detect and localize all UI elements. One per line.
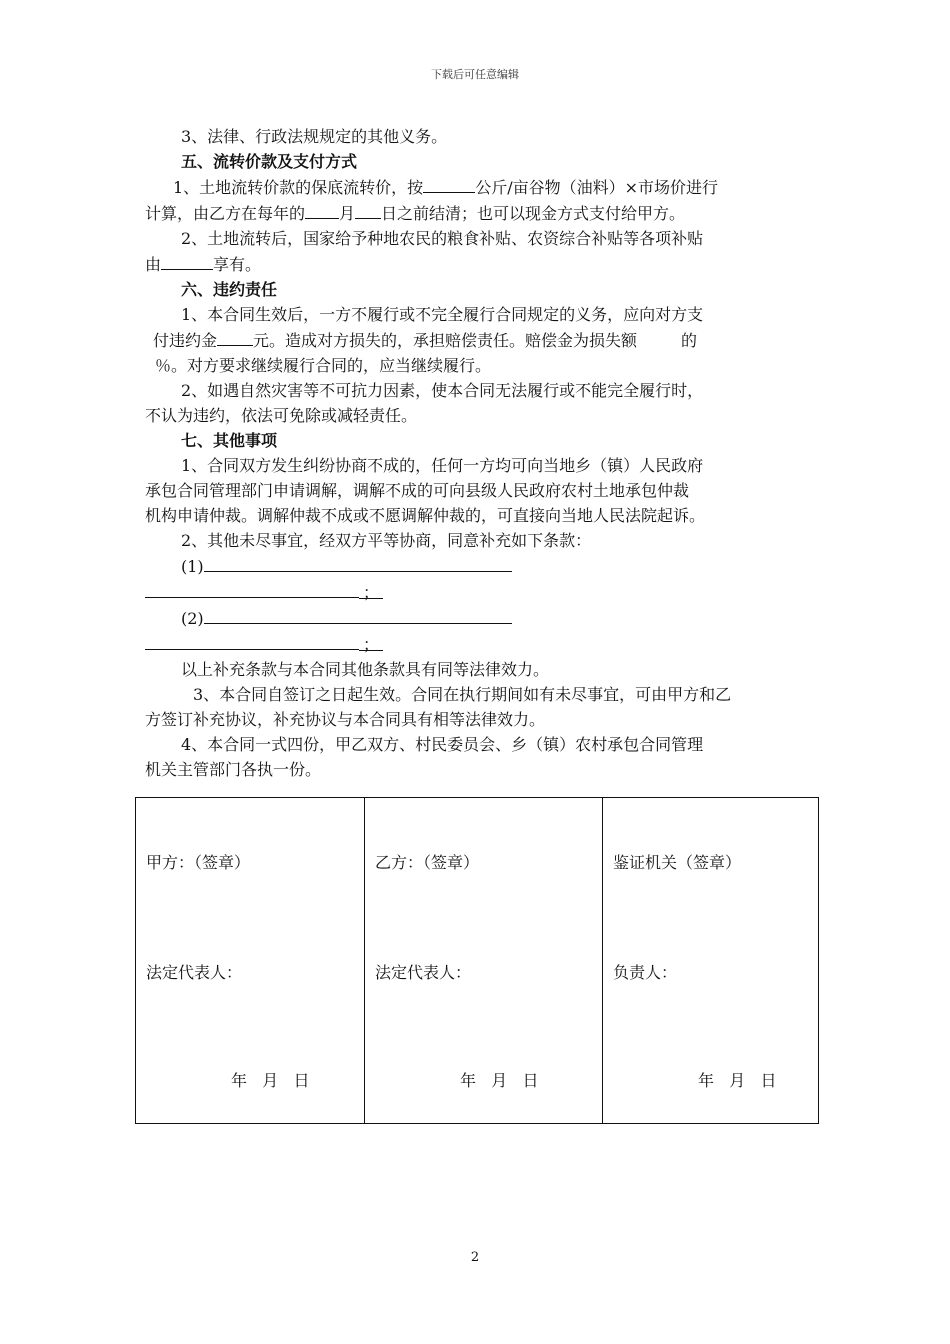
section-7-clause-4-cont: 机关主管部门各执一份。 [145, 760, 322, 779]
section-7-clause-3: 3、本合同自签订之日起生效。合同在执行期间如有未尽事宜，可由甲方和乙 [193, 685, 732, 704]
header-note: 下载后可任意编辑 [431, 68, 519, 81]
supplement-item-2-cont: ； [145, 631, 815, 657]
section-6-clause-1-cont: 付违约金 元。造成对方损失的，承担赔偿责任。赔偿金为损失额 的 [145, 327, 815, 353]
section-5-clause-2: 2、土地流转后，国家给予种地农民的粮食补贴、农资综合补贴等各项补贴 [181, 229, 704, 248]
page-number: 2 [470, 1250, 480, 1265]
blank-field[interactable] [217, 327, 253, 346]
supplement-item-2: (2) [145, 605, 815, 631]
blank-field[interactable] [161, 251, 213, 270]
party-a-label: 甲方：（签章） [146, 853, 251, 872]
party-a-date: 年 月 日 [231, 1071, 310, 1090]
party-b-date: 年 月 日 [460, 1071, 539, 1090]
section-6-clause-2-cont: 不认为违约，依法可免除或减轻责任。 [145, 406, 418, 425]
witness-rep-label: 负责人： [613, 963, 678, 982]
blank-field[interactable] [423, 174, 475, 193]
section-7-clause-1-end: 机构申请仲裁。调解仲裁不成或不愿调解仲裁的，可直接向当地人民法院起诉。 [145, 506, 706, 525]
blank-field[interactable] [204, 605, 512, 624]
supplement-item-1-cont: ； [145, 579, 815, 605]
signature-cell-party-a [136, 798, 365, 1124]
section-7-clause-2: 2、其他未尽事宜，经双方平等协商，同意补充如下条款： [181, 531, 592, 550]
section-7-clause-4: 4、本合同一式四份，甲乙双方、村民委员会、乡（镇）农村承包合同管理 [181, 735, 704, 754]
section-7-clause-1: 1、合同双方发生纠纷协商不成的，任何一方均可向当地乡（镇）人民政府 [181, 456, 704, 475]
section-6-title: 六、违约责任 [181, 280, 278, 299]
witness-date: 年 月 日 [698, 1071, 777, 1090]
section-6-clause-1-end: ％。对方要求继续履行合同的，应当继续履行。 [155, 356, 492, 375]
blank-field[interactable] [204, 553, 512, 572]
signature-cell-witness [603, 798, 819, 1124]
party-a-rep-label: 法定代表人： [146, 963, 243, 982]
section-6-clause-1: 1、本合同生效后，一方不履行或不完全履行合同规定的义务，应向对方支 [181, 305, 704, 324]
supplement-item-1: (1) [145, 553, 815, 579]
obligation-3: 3、法律、行政法规规定的其他义务。 [181, 127, 448, 146]
party-b-label: 乙方：（签章） [375, 853, 480, 872]
section-5-clause-2-cont: 由 享有。 [145, 251, 815, 277]
blank-field[interactable] [145, 579, 359, 598]
section-7-title: 七、其他事项 [181, 431, 278, 450]
supplement-note: 以上补充条款与本合同其他条款具有同等法律效力。 [181, 660, 550, 679]
blank-field[interactable] [145, 631, 359, 650]
section-7-clause-3-cont: 方签订补充协议，补充协议与本合同具有相等法律效力。 [145, 710, 546, 729]
section-7-clause-1-cont: 承包合同管理部门申请调解，调解不成的可向县级人民政府农村土地承包仲裁 [145, 481, 690, 500]
blank-field[interactable] [355, 200, 381, 219]
contract-body [145, 124, 815, 782]
signature-table [135, 797, 819, 1124]
blank-field[interactable] [305, 200, 339, 219]
party-b-rep-label: 法定代表人： [375, 963, 472, 982]
section-5-title: 五、流转价款及支付方式 [181, 152, 358, 171]
section-5-clause-1-cont: 计算，由乙方在每年的 月 日之前结清；也可以现金方式支付给甲方。 [145, 200, 815, 226]
witness-label: 鉴证机关（签章） [613, 853, 742, 872]
signature-cell-party-b [365, 798, 603, 1124]
section-5-clause-1: 1、土地流转价款的保底流转价，按 公斤/亩谷物（油料）×市场价进行 [145, 174, 815, 200]
section-6-clause-2: 2、如遇自然灾害等不可抗力因素，使本合同无法履行或不能完全履行时， [181, 381, 704, 400]
